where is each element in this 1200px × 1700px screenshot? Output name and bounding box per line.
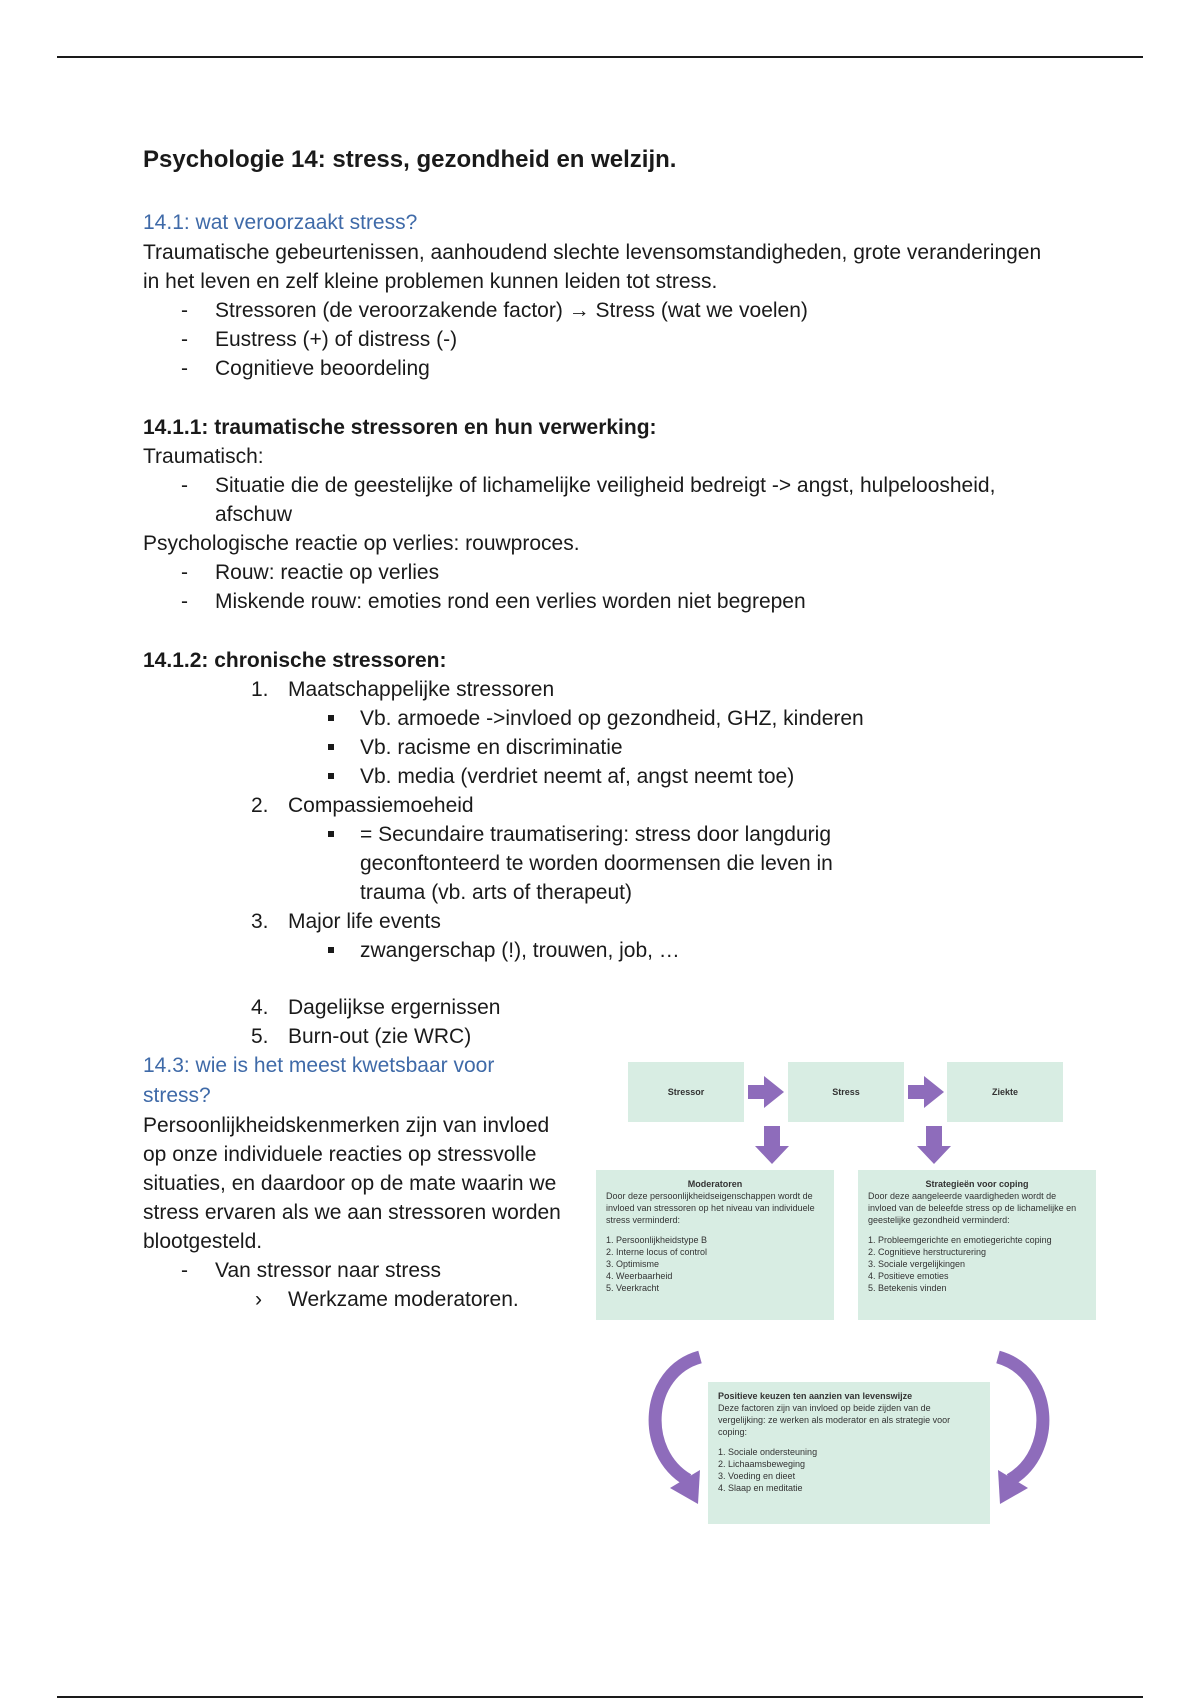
- list-item: - Situatie die de geestelijke of lichamelijke veiligheid bedreigt -> angst, hulpeloosheid, afschuw: [143, 471, 1063, 529]
- sub-item: = Secundaire traumatisering: stress door langdurig geconftonteerd te worden doormensen die leven in trauma (vb. arts of therapeut): [143, 820, 890, 907]
- list-item: 3. Voeding en dieet: [718, 1471, 796, 1481]
- heading-14-1-2: 14.1.2: chronische stressoren:: [143, 649, 447, 672]
- sub-item: Vb. armoede ->invloed op gezondheid, GHZ, kinderen: [143, 704, 1063, 733]
- footer-rule: [57, 1696, 1143, 1698]
- ziekte-box: Ziekte: [947, 1062, 1063, 1122]
- heading-14-1-1: 14.1.1: traumatische stressoren en hun verwerking:: [143, 416, 657, 439]
- list-item: 2. Compassiemoeheid: [251, 794, 474, 817]
- sub-item: Vb. racisme en discriminatie: [143, 733, 1063, 762]
- list-item: 1. Sociale ondersteuning: [718, 1447, 818, 1457]
- list-chronische-stressoren: [143, 675, 1063, 704]
- list-rouw: [143, 558, 1063, 616]
- moderatoren-desc: Door deze persoonlijkheidseigenschappen wordt de invloed van stressoren op het niveau van individuele stress verminderd:: [606, 1191, 815, 1225]
- coping-title: Strategieën voor coping: [925, 1179, 1029, 1189]
- header-rule: [57, 56, 1143, 58]
- list-14-1: [143, 296, 1063, 383]
- list-item: 5. Betekenis vinden: [868, 1283, 947, 1293]
- label-traumatisch: Traumatisch:: [143, 445, 264, 468]
- intro-14-1: Traumatische gebeurtenissen, aanhoudend slechte levensomstandigheden, grote veranderingen in het leven en zelf kleine problemen kunnen leiden tot stress.: [143, 241, 1042, 293]
- list-item: 3. Sociale vergelijkingen: [868, 1259, 966, 1269]
- list-item: 2. Cognitieve herstructurering: [868, 1247, 987, 1257]
- cycle-arrow-right-icon: [998, 1357, 1043, 1480]
- list-item: - Rouw: reactie op verlies: [143, 558, 1063, 587]
- list-item: 2. Interne locus of control: [606, 1247, 708, 1257]
- coping-desc: Door deze aangeleerde vaardigheden wordt de invloed van de beleefde stress op de lichamelijke en geestelijke gezondheid verminderd:: [868, 1191, 1077, 1225]
- stress-diagram: [590, 1052, 1110, 1532]
- levenswijze-desc: Deze factoren zijn van invloed op beide zijden van de vergelijking: ze werken als moderator en als strategie voor coping:: [718, 1403, 951, 1437]
- list-item: 4. Positieve emoties: [868, 1271, 949, 1281]
- list-item: 3. Major life events: [251, 910, 441, 933]
- sub-item: zwangerschap (!), trouwen, job, …: [143, 936, 1063, 965]
- heading-14-3: 14.3: wie is het meest kwetsbaar voor stress?: [143, 1054, 495, 1107]
- list-item: 4. Weerbaarheid: [606, 1271, 673, 1281]
- heading-14-1: 14.1: wat veroorzaakt stress?: [143, 211, 418, 234]
- arrow-right-icon: [748, 1076, 784, 1108]
- rouwproces-sentence: Psychologische reactie op verlies: rouwproces.: [143, 532, 580, 555]
- arrow-down-icon: [755, 1126, 789, 1164]
- arrow-right-icon: [908, 1076, 944, 1108]
- list-item: 4. Dagelijkse ergernissen: [251, 996, 501, 1019]
- moderatoren-title: Moderatoren: [687, 1179, 743, 1189]
- stress-box: Stress: [788, 1062, 904, 1122]
- page-title: Psychologie 14: stress, gezondheid en welzijn.: [143, 146, 677, 173]
- list-item: - Cognitieve beoordeling: [143, 354, 1063, 383]
- list-item: - Eustress (+) of distress (-): [143, 325, 1063, 354]
- list-item: 1. Probleemgerichte en emotiegerichte coping: [868, 1235, 1052, 1245]
- stressor-box: Stressor: [628, 1062, 744, 1122]
- moderatoren-box: [596, 1170, 834, 1320]
- list-item: 1. Persoonlijkheidstype B: [606, 1235, 708, 1245]
- list-item: - Stressoren (de veroorzakende factor) → Stress (wat we voelen): [143, 296, 1063, 325]
- levenswijze-box: [708, 1382, 990, 1524]
- coping-box: [858, 1170, 1096, 1320]
- sub-item: Vb. media (verdriet neemt af, angst neemt toe): [143, 762, 1063, 791]
- list-item: - Miskende rouw: emoties rond een verlies worden niet begrepen: [143, 587, 1063, 616]
- sub-item: › Werkzame moderatoren.: [143, 1285, 1063, 1314]
- cycle-arrow-left-icon: [655, 1357, 700, 1480]
- list-item: - Van stressor naar stress: [143, 1256, 1063, 1285]
- list-item: 5. Veerkracht: [606, 1283, 660, 1293]
- list-item: 2. Lichaamsbeweging: [718, 1459, 806, 1469]
- list-traumatisch: [143, 471, 1063, 529]
- arrow-down-icon: [917, 1126, 951, 1164]
- list-item: 1. Maatschappelijke stressoren: [251, 678, 555, 701]
- text-14-3: Persoonlijkheidskenmerken zijn van invloed op onze individuele reacties op stressvolle situaties, en daardoor op de mate waarin we stress ervaren als we aan stressoren worden blootgesteld.: [143, 1114, 561, 1253]
- list-item: 5. Burn-out (zie WRC): [251, 1025, 472, 1048]
- levenswijze-title: Positieve keuzen ten aanzien van levenswijze: [718, 1391, 913, 1401]
- list-item: 4. Slaap en meditatie: [718, 1483, 803, 1493]
- list-item: 3. Optimisme: [606, 1259, 660, 1269]
